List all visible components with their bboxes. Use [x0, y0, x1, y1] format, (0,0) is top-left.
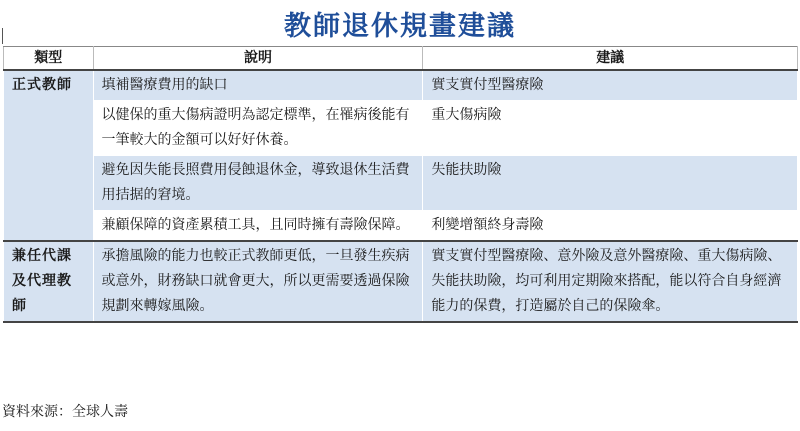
header-description: 說明 [93, 47, 423, 71]
table-row [4, 211, 798, 242]
table-row [4, 70, 798, 101]
type-cell-regular-teacher: 正式教師 [4, 70, 94, 241]
description-cell: 填補醫療費用的缺口 [93, 70, 423, 101]
type-cell-substitute-teacher: 兼任代課及代理教師 [4, 241, 94, 322]
advice-cell: 利變增額終身壽險 [423, 211, 798, 242]
table-row [4, 156, 798, 211]
advice-table [3, 46, 798, 323]
table-row [4, 101, 798, 156]
description-cell: 以健保的重大傷病證明為認定標準，在罹病後能有一筆較大的金額可以好好休養。 [93, 101, 423, 156]
left-rule [2, 28, 3, 44]
description-cell: 避免因失能長照費用侵蝕退休金，導致退休生活費用拮据的窘境。 [93, 156, 423, 211]
description-cell: 承擔風險的能力也較正式教師更低，一旦發生疾病或意外，財務缺口就會更大，所以更需要透過保險規劃來轉嫁風險。 [93, 241, 423, 322]
advice-cell: 失能扶助險 [423, 156, 798, 211]
table-row [4, 241, 798, 322]
source-note: 資料來源：全球人壽 [2, 404, 128, 420]
description-cell: 兼顧保障的資產累積工具，且同時擁有壽險保障。 [93, 211, 423, 242]
header-type: 類型 [4, 47, 94, 71]
advice-cell: 實支實付型醫療險、意外險及意外醫療險、重大傷病險、失能扶助險，均可利用定期險來搭配，能以符合自身經濟能力的保費，打造屬於自己的保險傘。 [423, 241, 798, 322]
advice-cell: 實支實付型醫療險 [423, 70, 798, 101]
advice-cell: 重大傷病險 [423, 101, 798, 156]
page-title: 教師退休規畫建議 [284, 11, 516, 42]
header-row [4, 47, 798, 71]
header-advice: 建議 [423, 47, 798, 71]
